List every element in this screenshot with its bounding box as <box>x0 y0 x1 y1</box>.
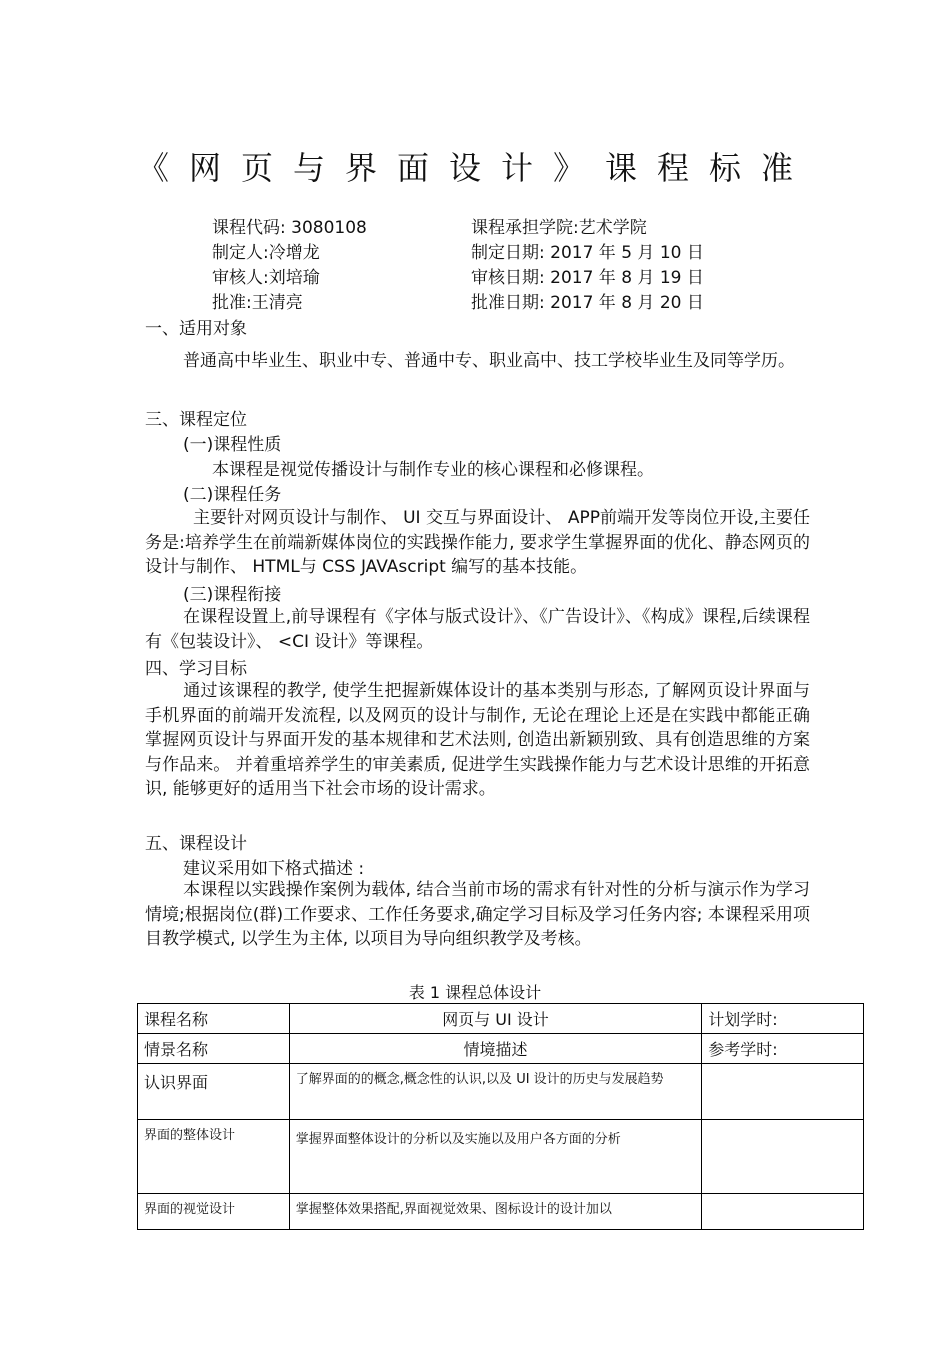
paragraph-text: 在课程设置上,前导课程有《字体与版式设计》、《广告设计》、《构成》课程,后续课程有《包装设计》、 <CI 设计》等课程。 <box>145 607 810 652</box>
paragraph <box>145 878 810 952</box>
table-cell: 情境描述 <box>289 1034 701 1064</box>
college: 课程承担学院:艺术学院 <box>471 218 647 238</box>
subsection-heading: (二)课程任务 <box>183 485 282 505</box>
table-row <box>138 1120 864 1194</box>
paragraph <box>145 679 810 802</box>
section-heading: 三、课程定位 <box>145 410 247 430</box>
table-cell: 课程名称 <box>138 1004 290 1034</box>
section-heading: 四、学习目标 <box>145 659 247 679</box>
paragraph-text: 普通高中毕业生、职业中专、普通中专、职业高中、技工学校毕业生及同等学历。 <box>183 351 795 371</box>
table-row <box>138 1064 864 1120</box>
reviewer: 审核人:刘培瑜 <box>212 268 320 288</box>
approve-date: 批准日期: 2017 年 8 月 20 日 <box>471 293 704 313</box>
paragraph-text: 通过该课程的教学, 使学生把握新媒体设计的基本类别与形态, 了解网页设计界面与手机界面的前端开发流程, 以及网页的设计与制作, 无论在理论上还是在实践中都能正确掌握网页设计与界面开发的基本规律和艺术法则, 创造出新颖别致、具有创造思维的方案与作品来。 并着重培养学生的审美素质, 促进学生实践操作能力与艺术设计思维的开拓意识, 能够更好的适用当下社会市场的设计需求。 <box>145 681 810 799</box>
table-row <box>138 1004 864 1034</box>
paragraph-text: 主要针对网页设计与制作、 UI 交互与界面设计、 APP前端开发等岗位开设,主要任务是:培养学生在前端新媒体岗位的实践操作能力, 要求学生掌握界面的优化、静态网页的设计与制作、 HTML与 CSS JAVAscript 编写的基本技能。 <box>145 508 810 577</box>
course-code: 课程代码: 3080108 <box>212 218 367 238</box>
review-date: 审核日期: 2017 年 8 月 19 日 <box>471 268 704 288</box>
author-date: 制定日期: 2017 年 5 月 10 日 <box>471 243 704 263</box>
paragraph-text: 本课程以实践操作案例为载体, 结合当前市场的需求有针对性的分析与演示作为学习情境;根据岗位(群)工作要求、工作任务要求,确定学习目标及学习任务内容; 本课程采用项目教学模式, 以学生为主体, 以项目为导向组织教学及考核。 <box>145 880 810 949</box>
author: 制定人:冷增龙 <box>212 243 320 263</box>
paragraph <box>145 345 810 377</box>
paragraph-text: 本课程是视觉传播设计与制作专业的核心课程和必修课程。 <box>212 460 654 480</box>
table-cell <box>702 1064 864 1120</box>
table-cell: 掌握整体效果搭配,界面视觉效果、图标设计的设计加以 <box>289 1194 701 1230</box>
table-cell <box>702 1120 864 1194</box>
subsection-heading: (三)课程衔接 <box>183 585 282 605</box>
subsection-heading: (一)课程性质 <box>183 435 282 455</box>
page-title: 《网页与界面设计》课程标准 <box>136 149 813 187</box>
table-cell: 网页与 UI 设计 <box>289 1004 701 1034</box>
paragraph-text: 建议采用如下格式描述 : <box>183 859 365 879</box>
table-cell: 掌握界面整体设计的分析以及实施以及用户各方面的分析 <box>289 1120 701 1194</box>
table-cell: 计划学时: <box>702 1004 864 1034</box>
section-heading: 一、适用对象 <box>145 319 247 339</box>
table-cell <box>702 1194 864 1230</box>
course-table <box>137 1003 864 1230</box>
table-cell: 参考学时: <box>702 1034 864 1064</box>
table-row <box>138 1194 864 1230</box>
section-heading: 五、课程设计 <box>145 834 247 854</box>
approver: 批准:王清亮 <box>212 293 303 313</box>
table-caption: 表 1 课程总体设计 <box>408 983 542 1002</box>
table-cell: 界面的视觉设计 <box>138 1194 290 1230</box>
table-row <box>138 1034 864 1064</box>
paragraph <box>145 605 810 654</box>
table-cell: 界面的整体设计 <box>138 1120 290 1194</box>
table-cell: 认识界面 <box>138 1064 290 1120</box>
table-cell: 了解界面的的概念,概念性的认识,以及 UI 设计的历史与发展趋势 <box>289 1064 701 1120</box>
table-cell: 情景名称 <box>138 1034 290 1064</box>
paragraph <box>145 506 810 580</box>
